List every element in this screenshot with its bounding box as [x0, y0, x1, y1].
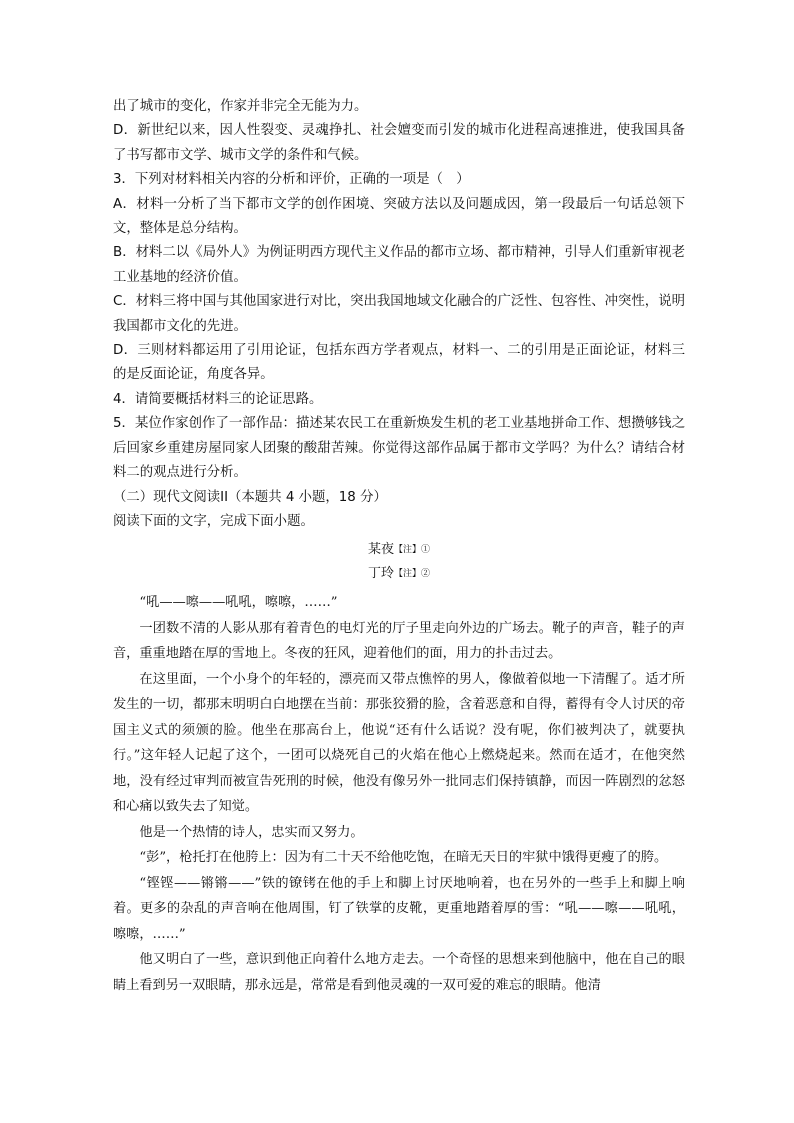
paragraph-continuation: 出了城市的变化，作家并非完全无能为力。 [113, 99, 368, 114]
question-4: 4．请简要概括材料三的论证思路。 [113, 391, 323, 407]
document-page [113, 95, 685, 998]
option-b-q3: B．材料二以《局外人》为例证明西方现代主义作品的都市立场、都市精神，引导人们重新审视老工业基地的经济价值。 [113, 245, 685, 285]
story-paragraph: “铿铿——锵锵——”铁的镣铐在他的手上和脚上讨厌地响着，也在另外的一些手上和脚上响着。更多的杂乱的声音响在他周围，钉了铁掌的皮靴，更重地踏着厚的雪：“吼——嚓——吼吼，嚓嚓，……” [113, 875, 685, 942]
question-5: 5．某位作家创作了一部作品：描述某农民工在重新焕发生机的老工业基地拼命工作、想攒够钱之后回家乡重建房屋同家人团聚的酸甜苦辣。你觉得这部作品属于都市文学吗？为什么？请结合材料二的观点进行分析。 [113, 416, 685, 481]
option-d-q2: D．新世纪以来，因人性裂变、灵魂挣扎、社会嬗变而引发的城市化进程高速推进，使我国具备了书写都市文学、城市文学的条件和气候。 [113, 123, 685, 163]
story-title [113, 538, 685, 562]
story-paragraph: 他是一个热情的诗人，忠实而又努力。 [139, 824, 364, 840]
story-paragraph: “吼——嚓——吼吼，嚓嚓，……” [139, 595, 338, 611]
section-heading: （二）现代文阅读II（本题共 4 小题，18 分） [113, 489, 387, 505]
title-footnote-marker: 【注】① [394, 545, 431, 556]
story-author-text: 丁玲 [367, 566, 394, 582]
option-d-q3: D．三则材料都运用了引用论证，包括东西方学者观点，材料一、二的引用是正面论证，材料三的是反面论证，角度各异。 [113, 343, 685, 383]
option-a-q3: A．材料一分析了当下都市文学的创作困境、突破方法以及问题成因，第一段最后一句话总领下文，整体是总分结构。 [113, 196, 685, 237]
story-paragraph: “彭”，枪托打在他胯上：因为有二十天不给他吃饱，在暗无天日的牢狱中饿得更瘦了的胯。 [139, 850, 668, 866]
story-paragraph: 在这里面，一个小身个的年轻的，漂亮而又带点憔悴的男人，像做着似地一下清醒了。适才所发生的一切，都那末明明白白地摆在当前：那张狡猾的脸，含着恶意和自得，蓄得有令人讨厌的帝国主义式的须颁的脸。他坐在那高台上，他说“还有什么话说？没有呢，你们被判决了，就要执行。”这年轻人记起了这个，一团可以烧死自己的火焰在他心上燃烧起来。然而在适才，在他突然地，没有经过审判而被宣告死刑的时候，他没有像另外一批同志们保持镇静，而因一阵剧烈的忿怒和心痛以致失去了知觉。 [113, 671, 685, 815]
author-footnote-marker: 【注】② [394, 569, 431, 580]
question-3: 3．下列对材料相关内容的分析和评价，正确的一项是（ ） [113, 172, 470, 188]
story-title-text: 某夜 [367, 542, 394, 558]
story-author [113, 562, 685, 586]
story-paragraph: 一团数不清的人影从那有着青色的电灯光的厅子里走向外边的广场去。靴子的声音，鞋子的声音，重重地踏在厚的雪地上。冬夜的狂风，迎着他们的面，用力的扑击过去。 [113, 620, 685, 662]
story-paragraph: 他又明白了一些，意识到他正向着什么地方走去。一个奇怪的思想来到他脑中，他在自己的眼睛上看到另一双眼睛，那永远是，常常是看到他灵魂的一双可爱的难忘的眼睛。他清 [113, 952, 685, 993]
reading-instruction: 阅读下面的文字，完成下面小题。 [113, 513, 314, 529]
option-c-q3: C．材料三将中国与其他国家进行对比，突出我国地域文化融合的广泛性、包容性、冲突性，说明我国都市文化的先进。 [113, 294, 685, 334]
